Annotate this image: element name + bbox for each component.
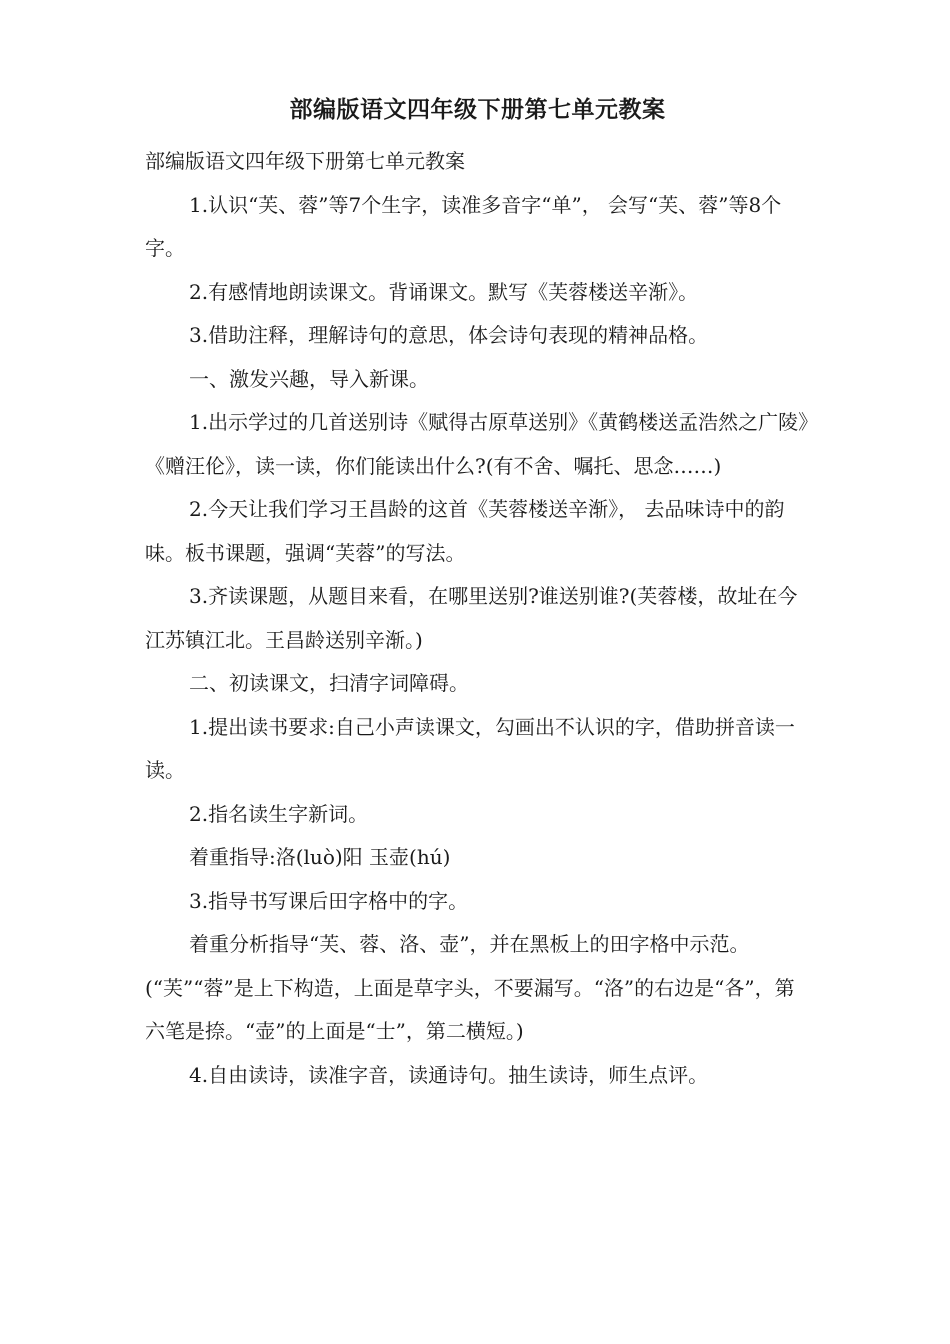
paragraph-step-2-2: 2.指名读生字新词。: [189, 801, 369, 826]
document-title: 部编版语文四年级下册第七单元教案: [289, 96, 666, 123]
paragraph-step-1-1: 1.出示学过的几首送别诗《赋得古原草送别》《黄鹤楼送孟浩然之广陵》《赠汪伦》，读一读，你们能读出什么?(有不舍、嘱托、思念……): [145, 410, 809, 478]
section-heading-1: 一、激发兴趣，导入新课。: [189, 366, 429, 391]
paragraph-step-2-1: 1.提出读书要求:自己小声读课文，勾画出不认识的字，借助拼音读一读。: [145, 714, 795, 782]
paragraph-step-1-3: 3.齐读课题，从题目来看，在哪里送别?谁送别谁?(芙蓉楼，故址在今江苏镇江北。王昌龄送别辛渐。): [145, 584, 798, 652]
paragraph-goal-1: 1.认识“芙、蓉”等7个生字，读准多音字“单”， 会写“芙、蓉”等8个字。: [145, 192, 782, 260]
paragraph-pronunciation-note: 着重指导:洛(luò)阳 玉壶(hú): [189, 845, 451, 869]
document-page: [145, 90, 810, 1097]
section-heading-2: 二、初读课文，扫清字词障碍。: [189, 671, 469, 695]
paragraph-step-2-3: 3.指导书写课后田字格中的字。: [189, 888, 469, 913]
paragraph-goal-3: 3.借助注释，理解诗句的意思，体会诗句表现的精神品格。: [189, 323, 709, 347]
paragraph-step-2-4: 4.自由读诗，读准字音，读通诗句。抽生读诗，师生点评。: [189, 1062, 709, 1087]
document-subtitle: 部编版语文四年级下册第七单元教案: [145, 149, 465, 173]
paragraph-step-1-2: 2.今天让我们学习王昌龄的这首《芙蓉楼送辛渐》， 去品味诗中的韵味。板书课题，强调“芙蓉”的写法。: [145, 497, 785, 565]
paragraph-writing-guidance: 着重分析指导“芙、蓉、洛、壶”，并在黑板上的田字格中示范。(“芙”“蓉”是上下构造，上面是草字头，不要漏写。“洛”的右边是“各”，第六笔是捺。“壶”的上面是“士”，第二横短。): [145, 932, 795, 1043]
paragraph-goal-2: 2.有感情地朗读课文。背诵课文。默写《芙蓉楼送辛渐》。: [189, 279, 699, 304]
